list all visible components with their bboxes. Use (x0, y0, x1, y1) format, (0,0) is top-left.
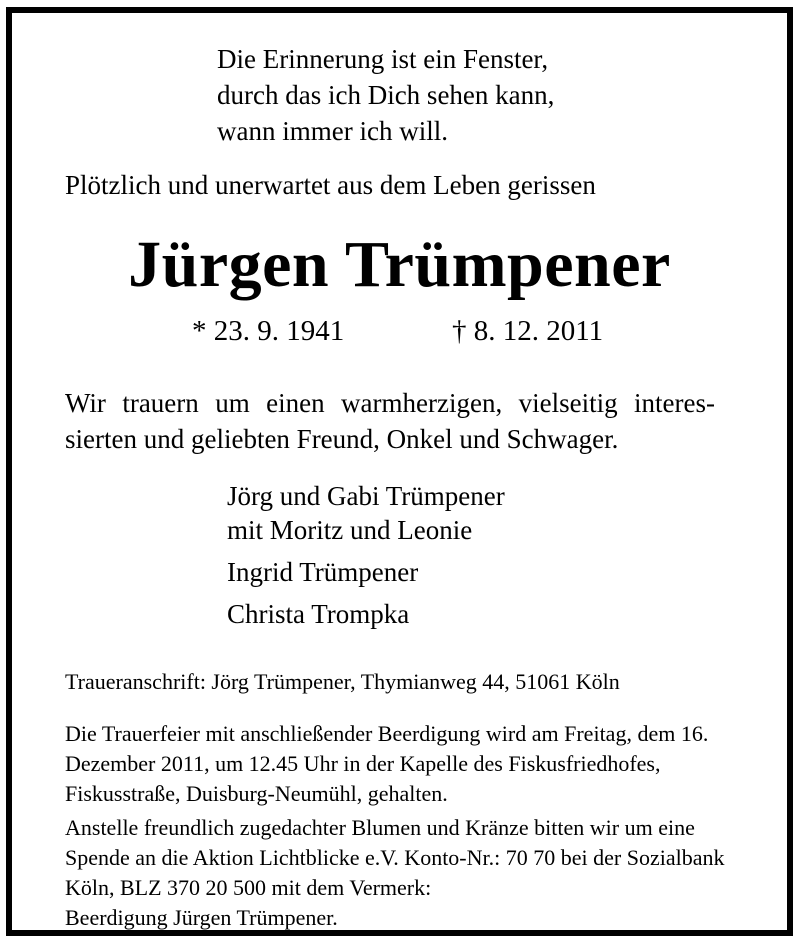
family-signatures (227, 479, 505, 639)
family-line: Ingrid Trümpener (227, 557, 419, 587)
donation-line: Beerdigung Jürgen Trümpener. (65, 905, 338, 930)
donation-line: eine Spende an die Aktion Lichtblicke e.V. Konto-Nr.: 70 70 bei (65, 815, 695, 870)
death-date: † 8. 12. 2011 (452, 315, 604, 347)
poem-line: Die Erinnerung ist ein Fenster, (217, 44, 549, 74)
funeral-line: Die Trauerfeier mit anschließender Beerdigung wird am Freitag, (65, 721, 632, 746)
mourning-address: Traueranschrift: Jörg Trümpener, Thymianweg 44, 51061 Köln (65, 669, 620, 694)
birth-date: * 23. 9. 1941 (192, 315, 345, 347)
funeral-line: dem 16. Dezember 2011, um 12.45 Uhr in der Kapelle des (65, 721, 709, 776)
family-line: Christa Trompka (227, 599, 410, 629)
mourning-statement (65, 385, 715, 457)
intro-text: Plötzlich und unerwartet aus dem Leben gerissen (65, 170, 596, 200)
family-group (227, 479, 505, 547)
family-group (227, 597, 505, 631)
poem-line: durch das ich Dich sehen kann, (217, 80, 555, 110)
obituary-notice (6, 7, 793, 936)
funeral-info (65, 719, 730, 809)
funeral-line: Fiskusfriedhofes, Fiskusstraße, Duisburg-Neumühl, gehalten. (65, 751, 661, 806)
donation-line: der Sozialbank Köln, BLZ 370 20 500 mit dem Vermerk: (65, 845, 725, 900)
deceased-name: Jürgen Trümpener (128, 228, 671, 301)
family-line: mit Moritz und Leonie (227, 515, 473, 545)
donation-request (65, 813, 730, 933)
donation-line: Anstelle freundlich zugedachter Blumen und Kränze bitten wir um (65, 815, 653, 840)
memorial-poem (217, 41, 554, 149)
mourning-line: Wir trauern um einen warmherzigen, vielseitig interes- (65, 388, 715, 418)
family-group (227, 555, 505, 589)
family-line: Jörg und Gabi Trümpener (227, 481, 505, 511)
poem-line: wann immer ich will. (217, 116, 448, 146)
mourning-line: sierten und geliebten Freund, Onkel und Schwager. (65, 424, 619, 454)
